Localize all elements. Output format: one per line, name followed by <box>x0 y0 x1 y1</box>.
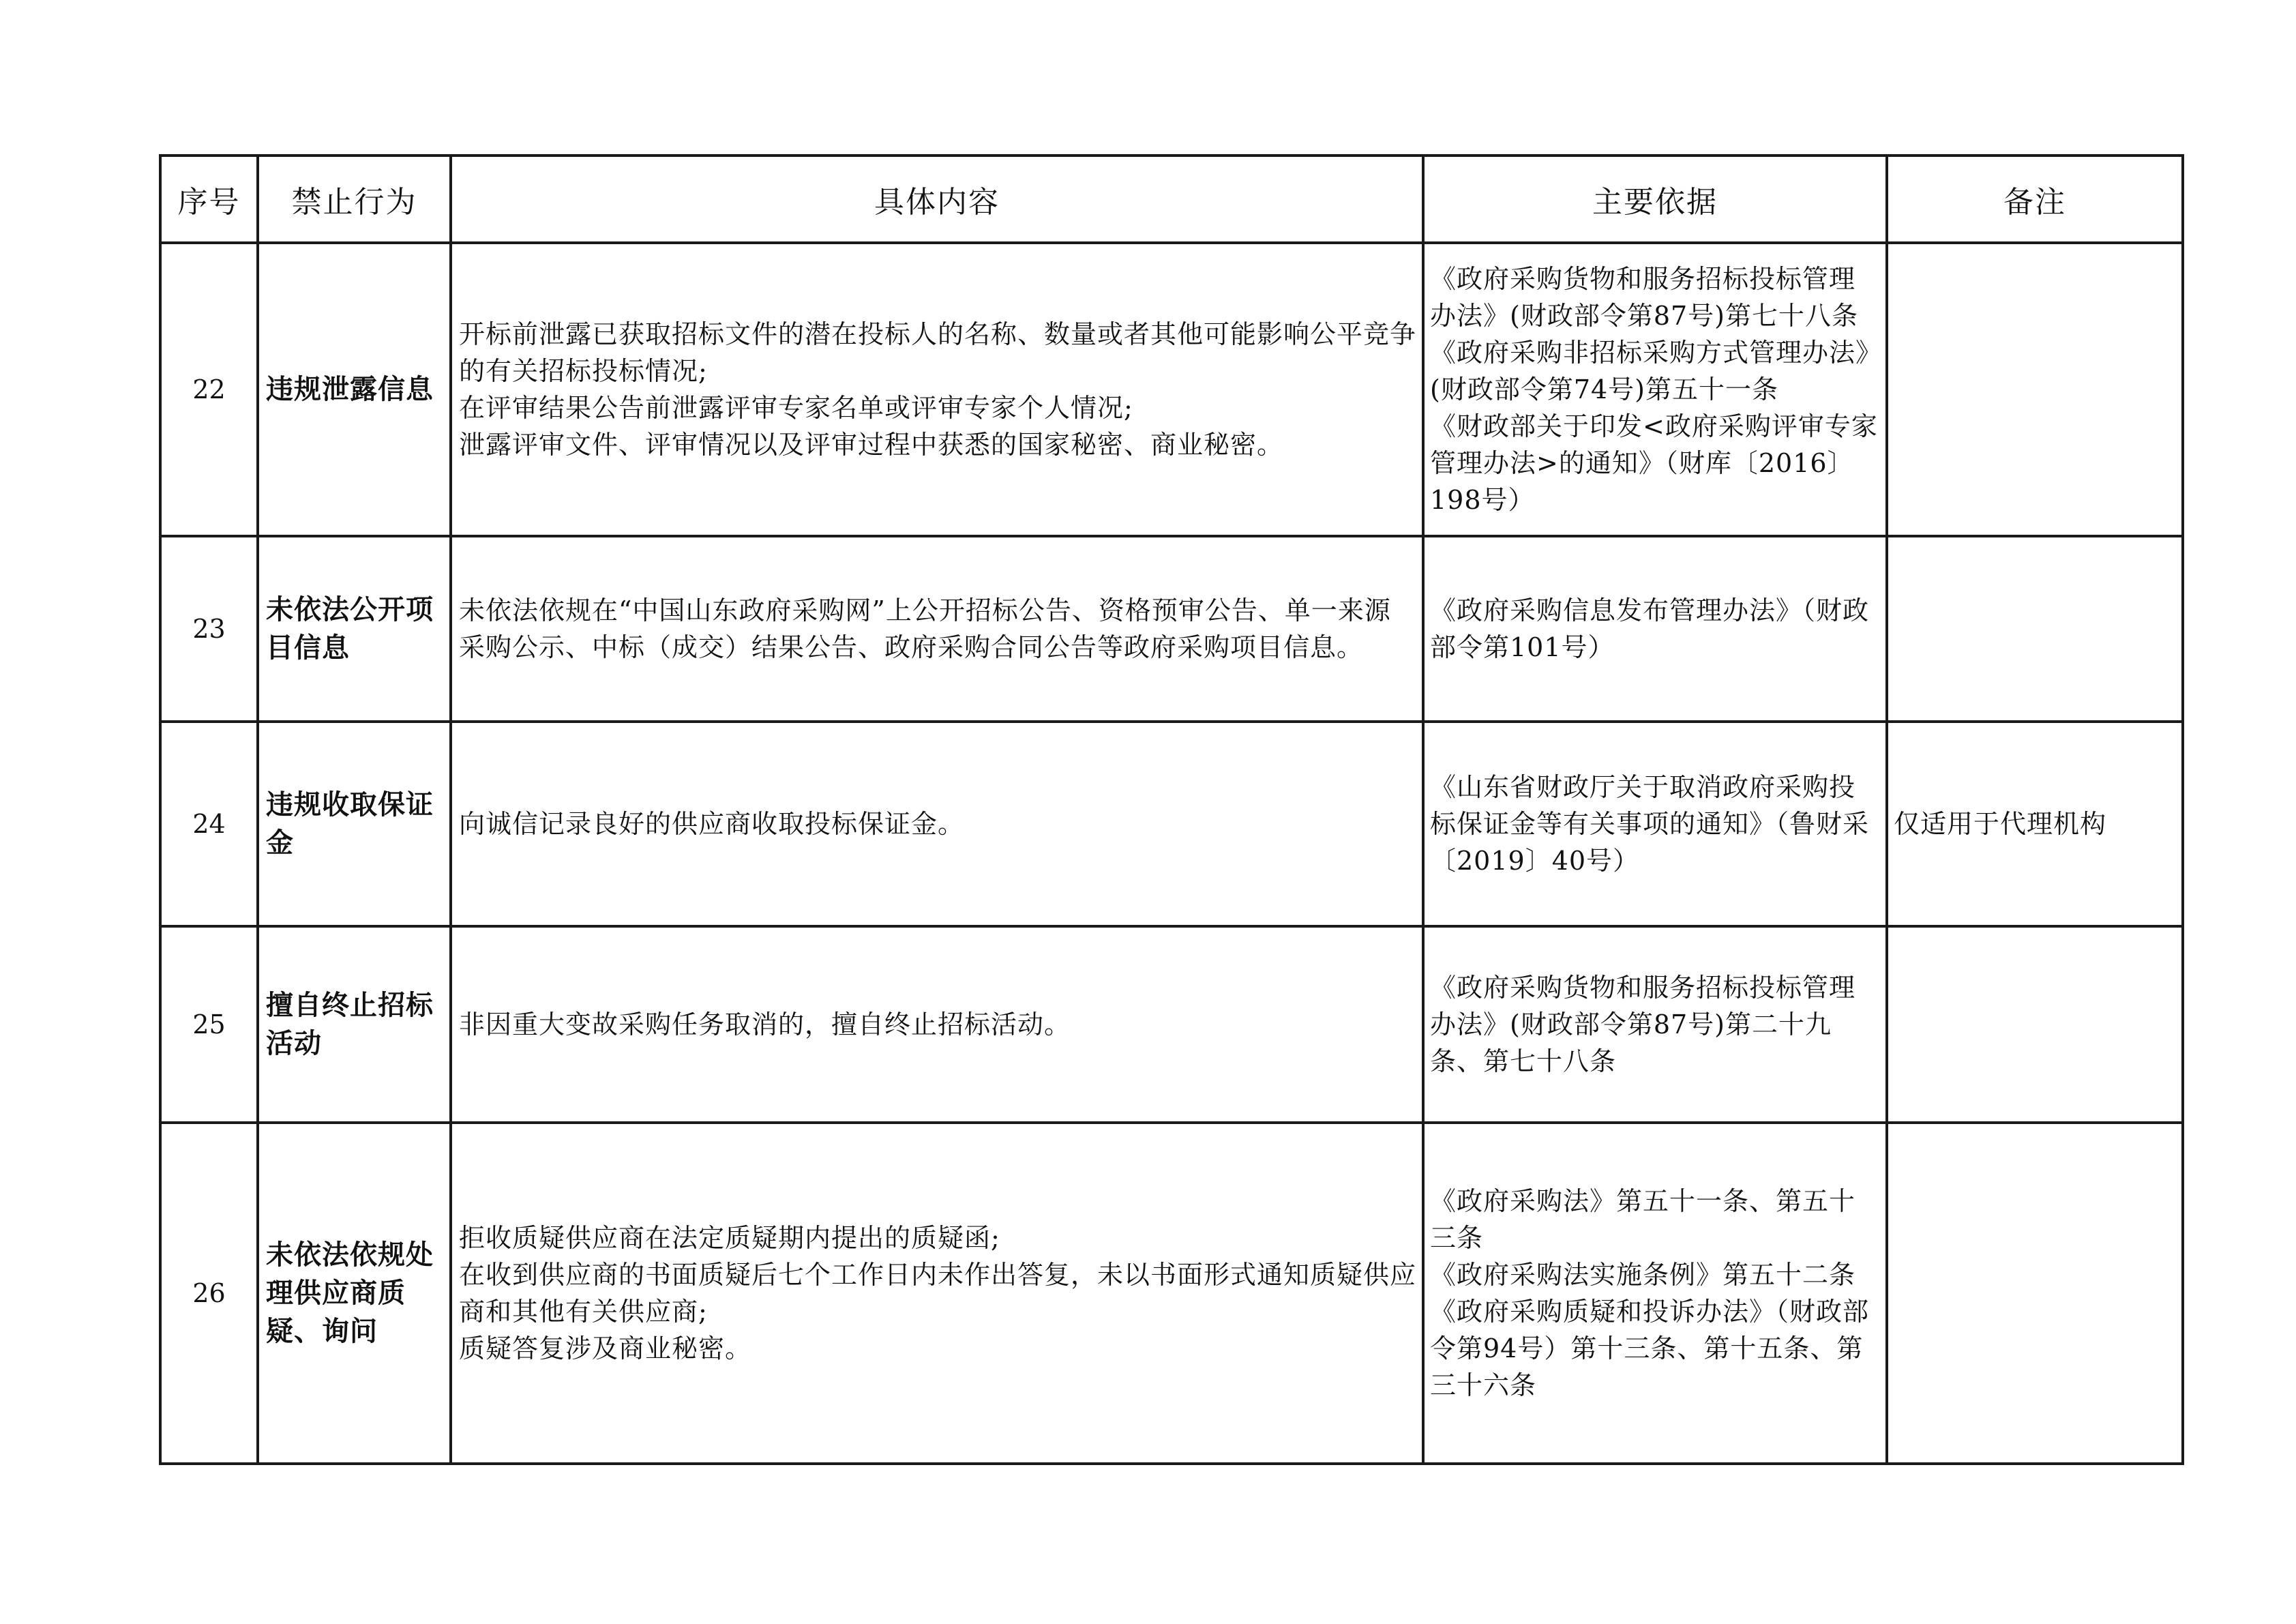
main-basis <box>1423 722 1887 926</box>
content-line: 拒收质疑供应商在法定质疑期内提出的质疑函; <box>459 1223 1000 1253</box>
content-line: 在评审结果公告前泄露评审专家名单或评审专家个人情况; <box>459 393 1133 423</box>
table-row <box>160 1123 2183 1464</box>
table-row <box>160 536 2183 722</box>
specific-content <box>451 926 1423 1123</box>
table-header-row <box>160 156 2183 243</box>
header-basis: 主要依据 <box>1423 156 1887 243</box>
remark <box>1887 1123 2183 1464</box>
main-basis <box>1423 243 1887 536</box>
prohibited-action: 未依法公开项目信息 <box>258 536 451 722</box>
specific-content <box>451 1123 1423 1464</box>
basis-line: 《山东省财政厅关于取消政府采购投标保证金等有关事项的通知》（鲁财采〔2019〕40号） <box>1430 772 1870 876</box>
basis-line: 《政府采购法》第五十一条、第五十三条 <box>1430 1186 1856 1253</box>
header-note: 备注 <box>1887 156 2183 243</box>
regulation-table <box>159 154 2184 1465</box>
header-content: 具体内容 <box>451 156 1423 243</box>
basis-line: 《政府采购货物和服务招标投标管理办法》(财政部令第87号)第二十九条、第七十八条 <box>1430 973 1856 1076</box>
basis-line: 《政府采购货物和服务招标投标管理办法》(财政部令第87号)第七十八条 <box>1430 264 1859 331</box>
basis-line: 《财政部关于印发<政府采购评审专家管理办法>的通知》（财库〔2016〕198号） <box>1430 411 1878 515</box>
basis-line: 《政府采购法实施条例》第五十二条 <box>1430 1260 1856 1290</box>
main-basis <box>1423 1123 1887 1464</box>
content-line: 泄露评审文件、评审情况以及评审过程中获悉的国家秘密、商业秘密。 <box>459 430 1284 460</box>
specific-content <box>451 722 1423 926</box>
prohibited-action: 违规收取保证金 <box>258 722 451 926</box>
main-basis <box>1423 926 1887 1123</box>
prohibited-action: 违规泄露信息 <box>258 243 451 536</box>
remark <box>1887 243 2183 536</box>
row-number: 26 <box>160 1123 258 1464</box>
content-line: 向诚信记录良好的供应商收取投标保证金。 <box>459 809 965 839</box>
row-number: 25 <box>160 926 258 1123</box>
basis-line: 《政府采购信息发布管理办法》（财政部令第101号） <box>1430 595 1870 662</box>
row-number: 22 <box>160 243 258 536</box>
main-basis <box>1423 536 1887 722</box>
header-no: 序号 <box>160 156 258 243</box>
remark <box>1887 926 2183 1123</box>
row-number: 23 <box>160 536 258 722</box>
basis-line: 《政府采购质疑和投诉办法》（财政部令第94号）第十三条、第十五条、第三十六条 <box>1430 1297 1870 1400</box>
header-action: 禁止行为 <box>258 156 451 243</box>
specific-content <box>451 243 1423 536</box>
prohibited-action: 未依法依规处理供应商质疑、询问 <box>258 1123 451 1464</box>
prohibited-action: 擅自终止招标活动 <box>258 926 451 1123</box>
basis-line: 《政府采购非招标采购方式管理办法》(财政部令第74号)第五十一条 <box>1430 338 1870 404</box>
remark: 仅适用于代理机构 <box>1887 722 2183 926</box>
row-number: 24 <box>160 722 258 926</box>
content-line: 开标前泄露已获取招标文件的潜在投标人的名称、数量或者其他可能影响公平竞争的有关招标投标情况; <box>459 319 1417 386</box>
content-line: 在收到供应商的书面质疑后七个工作日内未作出答复，未以书面形式通知质疑供应商和其他有关供应商; <box>459 1260 1417 1327</box>
table-row <box>160 926 2183 1123</box>
content-line: 非因重大变故采购任务取消的，擅自终止招标活动。 <box>459 1009 1071 1039</box>
table-row <box>160 243 2183 536</box>
content-line: 质疑答复涉及商业秘密。 <box>459 1333 752 1363</box>
specific-content <box>451 536 1423 722</box>
content-line: 未依法依规在“中国山东政府采购网”上公开招标公告、资格预审公告、单一来源采购公示、中标（成交）结果公告、政府采购合同公告等政府采购项目信息。 <box>459 595 1391 662</box>
table-row <box>160 722 2183 926</box>
remark <box>1887 536 2183 722</box>
